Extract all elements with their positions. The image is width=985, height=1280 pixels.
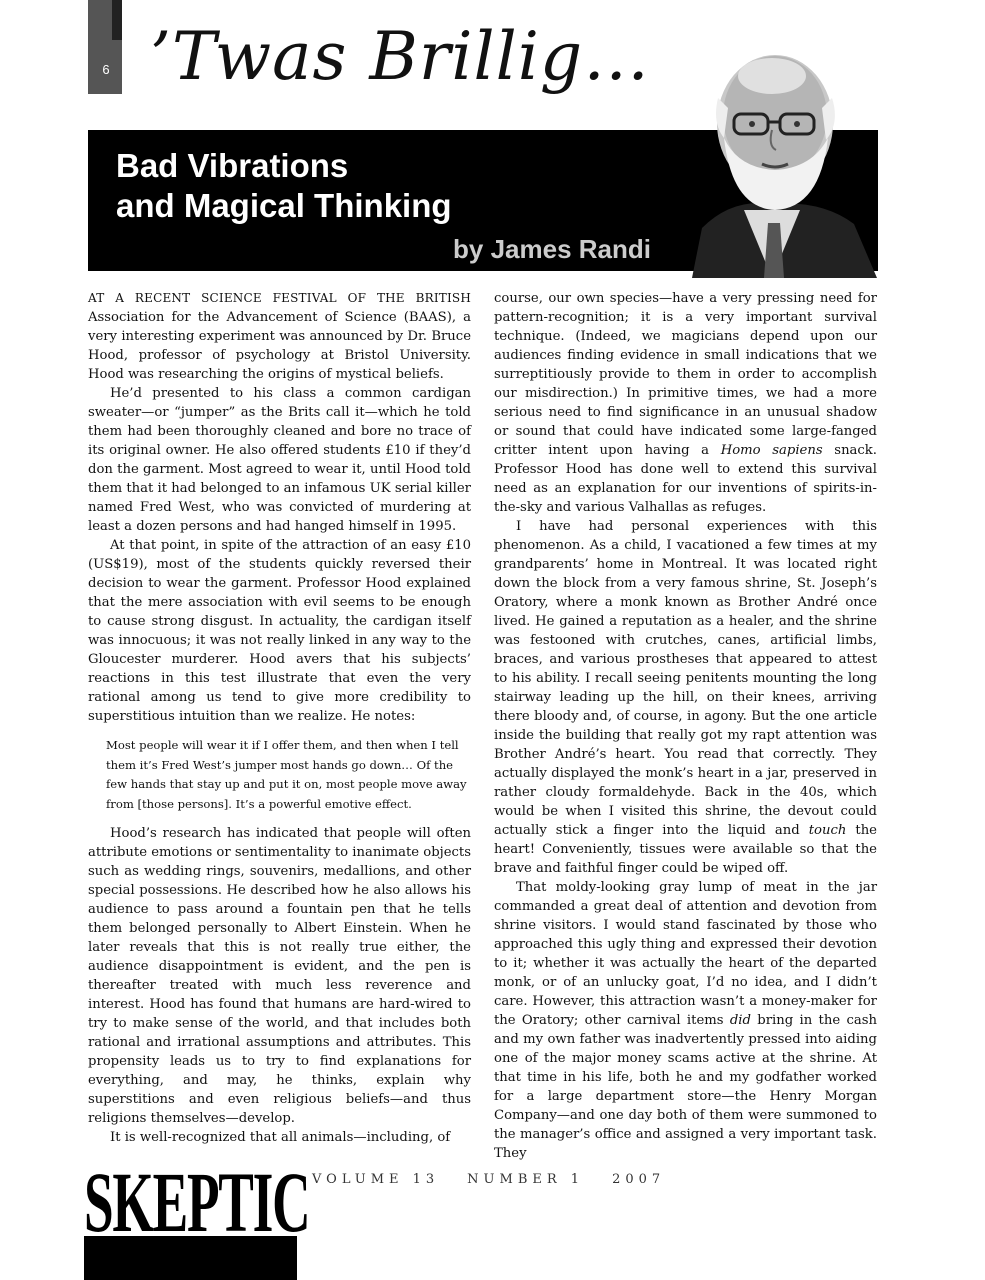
- paragraph-text: That moldy-looking gray lump of meat in the jar commanded a great deal of attention and devotion from shrine visitors. I would stand fascinated by those who approached this ugly thing and expressed their devotion to it; whether it was actually the heart of the departed monk, or of an unlucky goat, I’d no idea, and I didn’t care. However, this attraction wasn’t a money-maker for the Oratory; other carnival items: [494, 880, 877, 1028]
- paragraph-text: I have had personal experiences with this phenomenon. As a child, I vacationed a few times at my grandparents’ home in Montreal. It was located right down the block from a very famous shrine, St. Joseph’s Oratory, where a monk known as Brother André once lived. He gained a reputation as a healer, and the shrine was festooned with crutches, canes, artificial limbs, braces, and various prostheses that appeared to attest to his ability. I recall seeing penitents mounting the long stairway leading up the hill, on their knees, arriving there bloody and, of course, in agony. But the one article inside the building that really got my rapt attention was Brother André’s heart. You read that correctly. They actually displayed the monk’s heart in a jar, preserved in rather cloudy formaldehyde. Back in the 40s, which would be when I visited this shrine, the devout could actually stick a finger into the liquid and: [494, 519, 877, 838]
- author-portrait: [672, 28, 882, 278]
- column-title: ’Twas Brillig…: [150, 18, 651, 95]
- byline: by James Randi: [453, 234, 651, 264]
- paragraph: [494, 517, 877, 878]
- paragraph-text: bring in the cash and my own father was inadvertently pressed into aiding one of the major money scams active at the shrine. At that time in his life, both he and my godfather worked for a large department store—the Henry Morgan Company—and one day both of them were summoned to the manager’s office and assigned a very important task. They: [494, 1013, 877, 1161]
- left-column: [88, 289, 471, 1147]
- paragraph-text: Association for the Advancement of Science (BAAS), a very interesting experiment was announced by Dr. Bruce Hood, professor of psychology at Bristol University. Hood was researching the origins of mystical beliefs.: [88, 310, 471, 382]
- paragraph-text: snack. Professor Hood has done well to extend this survival need as an explanation for our inventions of spirits-in-the-sky and various Valhallas as refuges.: [494, 443, 877, 515]
- issue-info: [312, 1172, 693, 1187]
- paragraph: [494, 289, 877, 517]
- right-column: [494, 289, 877, 1163]
- paragraph: He’d presented to his class a common cardigan sweater—or “jumper” as the Brits call it—which he told them had been thoroughly cleaned and bore no trace of its original owner. He also offered students £10 if they’d don the garment. Most agreed to wear it, until Hood told them that it had belonged to an infamous UK serial killer named Fred West, who was convicted of murdering at least a dozen persons and had hanged himself in 1995.: [88, 386, 471, 534]
- paragraph: [494, 878, 877, 1163]
- paragraph: [88, 289, 471, 384]
- headline-line-1: Bad Vibrations: [116, 147, 349, 184]
- page-tab-accent: [112, 0, 122, 40]
- paragraph: At that point, in spite of the attraction of an easy £10 (US$19), most of the students quickly reversed their decision to wear the garment. Professor Hood explained that the mere association with evil seems to be enough to cause strong disgust. In actuality, the cardigan itself was innocuous; it was not really linked in any way to the Gloucester murderer. Hood avers that his subjects’ reactions in this test illustrate that even the very rational among us tend to give more credibility to superstitious intuition than we realize. He notes:: [88, 538, 471, 724]
- page-number: 6: [102, 62, 110, 77]
- volume: VOLUME 13: [312, 1172, 440, 1187]
- block-quote: Most people will wear it if I offer them, and then when I tell them it’s Fred West’s jumper most hands go down… Of the few hands that stay up and put it on, most people move away from [those persons]. It’s a powerful emotive effect.: [106, 738, 467, 811]
- headline-line-2: and Magical Thinking: [116, 187, 452, 224]
- magazine-logo: SKEPTIC: [84, 1154, 310, 1250]
- paragraph-text: course, our own species—have a very pressing need for pattern-recognition; it is a very important survival technique. (Indeed, we magicians depend upon our audiences finding evidence in small indications that we surreptitiously provide to them in order to accomplish our misdirection.) In primitive times, we had a more serious need to find significance in an unusual shadow or sound that could have indicated some large-fanged critter intent upon having a: [494, 291, 877, 458]
- lead-in: AT A RECENT SCIENCE FESTIVAL OF THE BRITISH: [88, 291, 471, 305]
- year: 2007: [612, 1172, 666, 1187]
- italic-term: Homo sapiens: [720, 443, 823, 458]
- italic-term: touch: [808, 823, 847, 838]
- paragraph-text: the heart! Conveniently, tissues were available so that the brave and faithful finger could be wiped off.: [494, 823, 877, 876]
- italic-term: did: [729, 1013, 751, 1028]
- paragraph: It is well-recognized that all animals—including, of: [110, 1130, 451, 1145]
- issue-number: NUMBER 1: [467, 1172, 585, 1187]
- paragraph: Hood’s research has indicated that people will often attribute emotions or sentimentality to inanimate objects such as wedding rings, souvenirs, medallions, and other special possessions. He described how he also allows his audience to pass around a fountain pen that he tells them belonged personally to Albert Einstein. When he later reveals that this is not really true either, the audience disappointment is evident, and the pen is thereafter treated with much less reverence and interest. Hood has found that humans are hard-wired to try to make sense of the world, and that includes both rational and irrational assumptions and attributes. This propensity leads us to try to find explanations for everything, and may, he thinks, explain why superstitions and even religious beliefs—and thus religions themselves—develop.: [88, 826, 471, 1126]
